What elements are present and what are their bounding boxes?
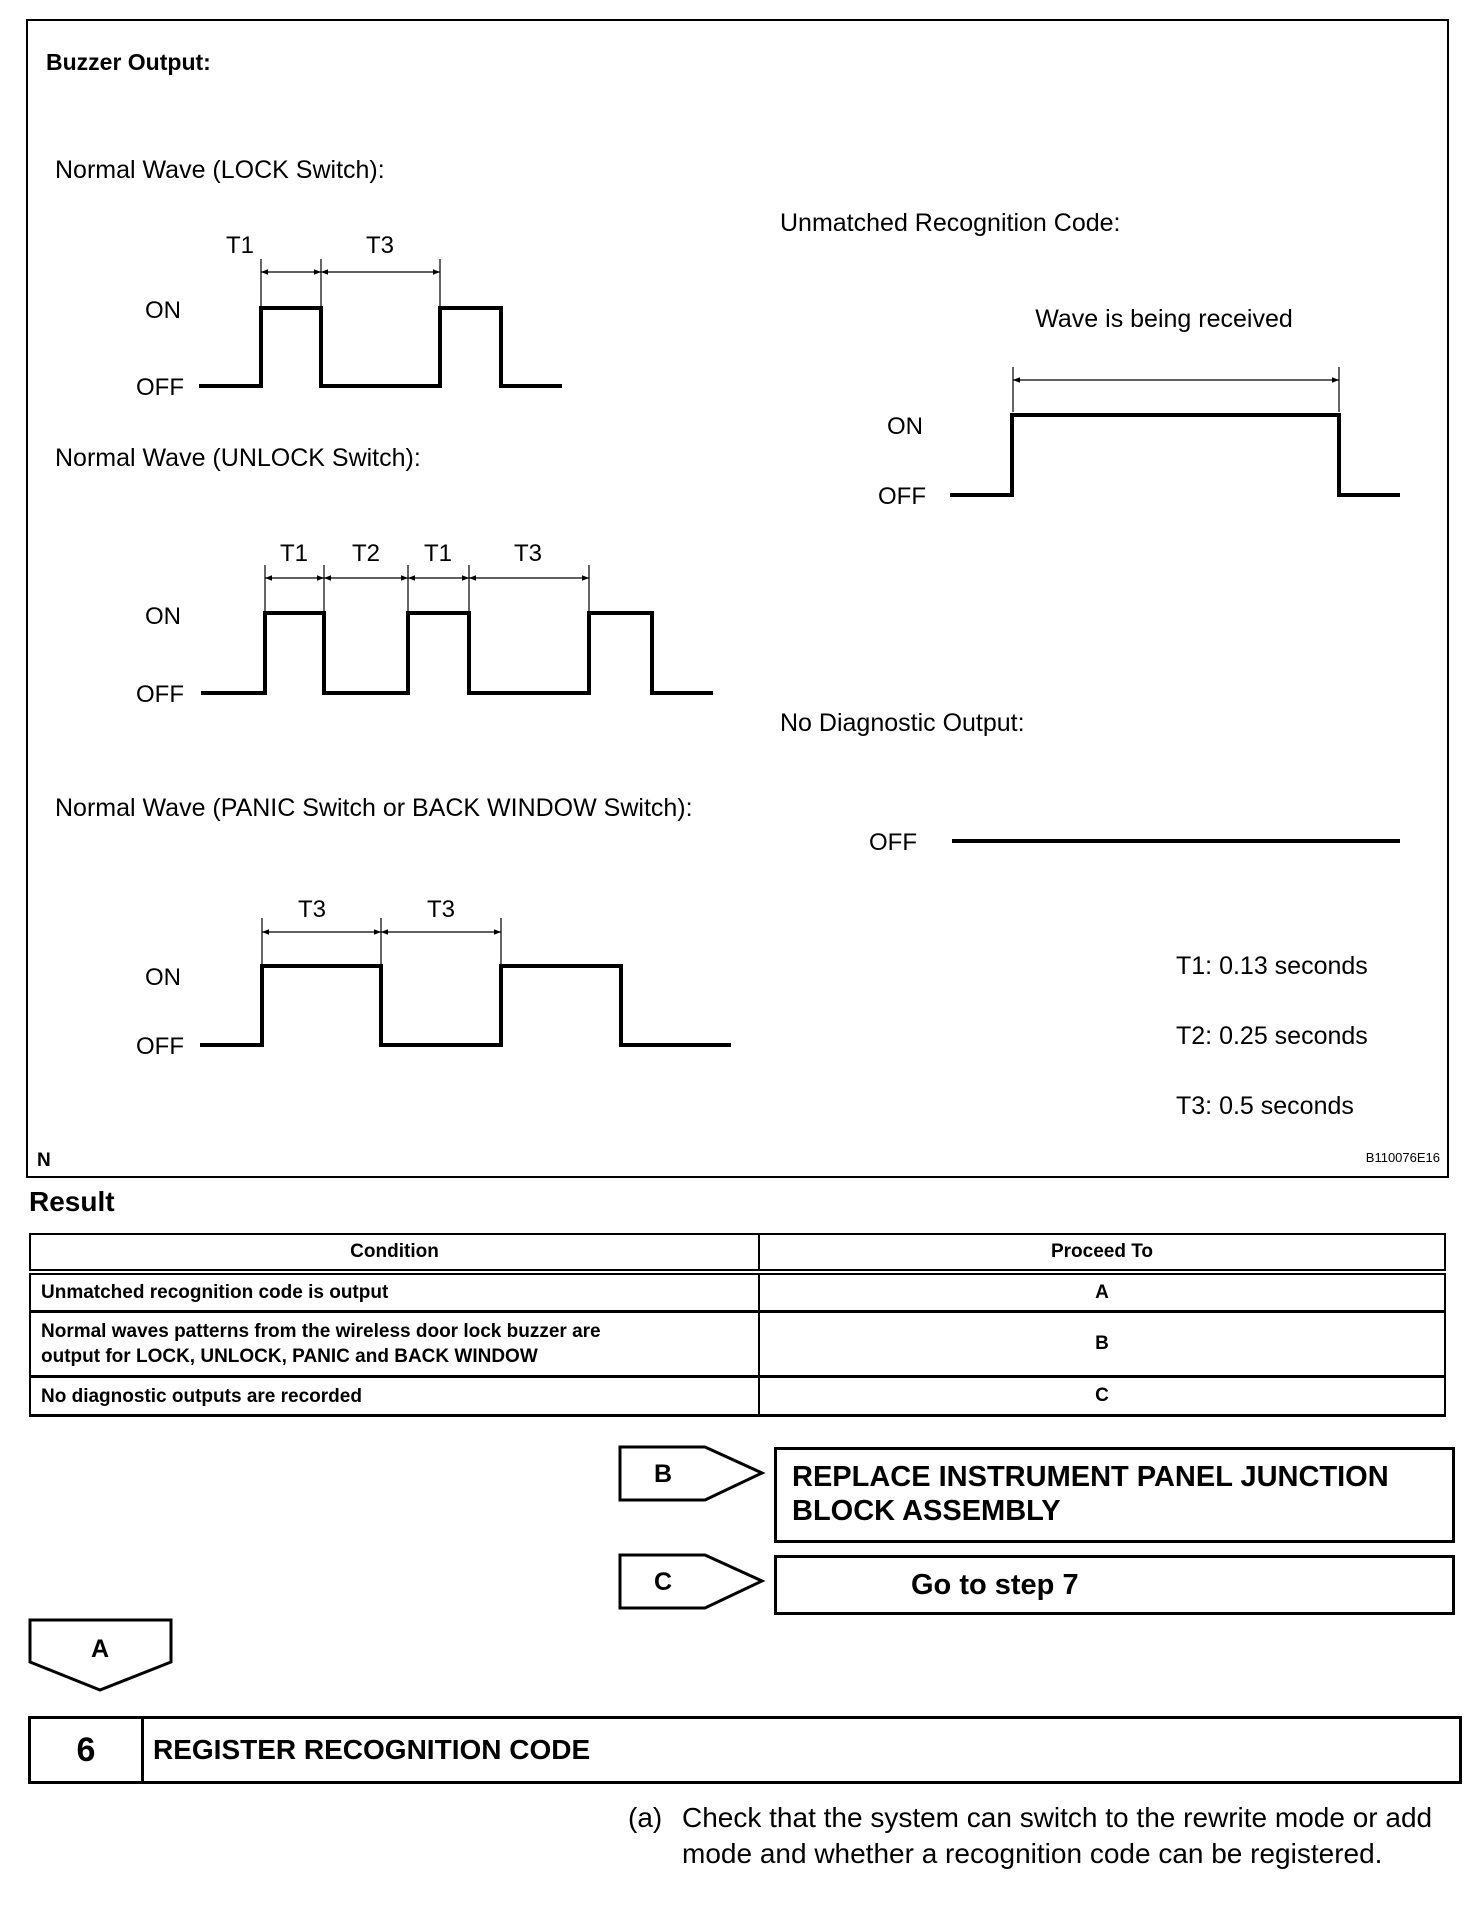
legend-t1: T1: 0.13 seconds	[1176, 952, 1368, 980]
off-level-label: OFF	[136, 1033, 184, 1060]
action-replace-junction-block[interactable]	[774, 1447, 1455, 1543]
proceed-cell: B	[759, 1312, 1445, 1377]
unmatched-title: Unmatched Recognition Code:	[780, 209, 1121, 237]
action-line: REPLACE INSTRUMENT PANEL JUNCTION	[792, 1461, 1389, 1493]
lock-waveform	[199, 308, 562, 386]
step-header	[28, 1716, 1462, 1784]
interval-label: T1	[423, 540, 453, 567]
panic-waveform	[200, 966, 731, 1045]
flag-letter: B	[654, 1460, 673, 1488]
figure-code: B110076E16	[1365, 1150, 1440, 1165]
action-go-to-step-7[interactable]	[774, 1555, 1455, 1615]
interval-label: T1	[225, 232, 255, 259]
dimension-lines	[265, 565, 589, 611]
on-level-label: ON	[887, 413, 923, 440]
on-level-label: ON	[145, 297, 181, 324]
table-row	[30, 1377, 1445, 1416]
action-line: BLOCK ASSEMBLY	[792, 1495, 1061, 1527]
corner-mark: N	[37, 1150, 51, 1171]
flag-a[interactable]	[30, 1620, 171, 1690]
unlock-wave-title: Normal Wave (UNLOCK Switch):	[55, 444, 421, 472]
off-level-label: OFF	[878, 483, 926, 510]
lock-wave-title: Normal Wave (LOCK Switch):	[55, 156, 385, 184]
diagram-title: Buzzer Output:	[46, 49, 211, 75]
panic-wave-title: Normal Wave (PANIC Switch or BACK WINDOW Switch):	[55, 794, 693, 822]
action-text: Go to step 7	[911, 1569, 1079, 1601]
condition-line: output for LOCK, UNLOCK, PANIC and BACK WINDOW	[41, 1346, 538, 1367]
unlock-waveform	[201, 613, 713, 693]
instruction-text: Check that the system can switch to the rewrite mode or add mode and whether a recognition code can be registered.	[682, 1802, 1433, 1869]
table-row	[30, 1272, 1445, 1312]
unmatched-code-section	[780, 209, 1400, 510]
dimension-lines	[261, 259, 440, 306]
no-output-section	[780, 709, 1400, 856]
dimension-lines	[1013, 367, 1339, 412]
flag-letter: A	[90, 1635, 110, 1663]
unmatched-waveform	[950, 415, 1400, 495]
result-heading: Result	[29, 1186, 115, 1217]
off-level-label: OFF	[136, 681, 184, 708]
condition-cell: Unmatched recognition code is output	[30, 1272, 759, 1312]
panic-wave-section	[55, 794, 731, 1060]
column-header-proceed-to: Proceed To	[759, 1234, 1445, 1272]
interval-label: T1	[279, 540, 309, 567]
dimension-lines	[262, 918, 501, 964]
step-title: REGISTER RECOGNITION CODE	[153, 1734, 591, 1765]
on-level-label: ON	[145, 964, 181, 991]
right-arrow-flag-icon	[620, 1447, 762, 1500]
legend-t2: T2: 0.25 seconds	[1176, 1022, 1368, 1050]
interval-label: T3	[513, 540, 543, 567]
table-header-row	[30, 1234, 1445, 1272]
step-number: 6	[31, 1719, 144, 1781]
condition-cell: No diagnostic outputs are recorded	[30, 1377, 759, 1416]
diagram-frame	[27, 20, 1448, 1177]
proceed-cell: C	[759, 1377, 1445, 1416]
flag-b[interactable]	[620, 1447, 762, 1500]
off-level-label: OFF	[136, 374, 184, 401]
right-arrow-flag-icon	[620, 1555, 762, 1608]
condition-cell	[30, 1312, 759, 1377]
wave-received-annotation: Wave is being received	[1035, 305, 1293, 333]
interval-label: T3	[365, 232, 395, 259]
interval-label: T3	[297, 896, 327, 923]
on-level-label: ON	[145, 603, 181, 630]
condition-line: Normal waves patterns from the wireless door lock buzzer are	[41, 1321, 601, 1342]
timing-legend	[1176, 952, 1368, 1120]
no-output-title: No Diagnostic Output:	[780, 709, 1025, 737]
result-table	[29, 1233, 1446, 1417]
flag-c[interactable]	[620, 1555, 762, 1608]
legend-t3: T3: 0.5 seconds	[1176, 1092, 1354, 1120]
lock-wave-section	[55, 156, 562, 401]
instruction-marker: (a)	[628, 1802, 663, 1833]
unlock-wave-section	[55, 444, 713, 708]
flag-letter: C	[654, 1568, 673, 1596]
interval-label: T2	[351, 540, 381, 567]
proceed-cell: A	[759, 1272, 1445, 1312]
off-level-label: OFF	[869, 829, 917, 856]
interval-label: T3	[426, 896, 456, 923]
column-header-condition: Condition	[30, 1234, 759, 1272]
table-row	[30, 1312, 1445, 1377]
